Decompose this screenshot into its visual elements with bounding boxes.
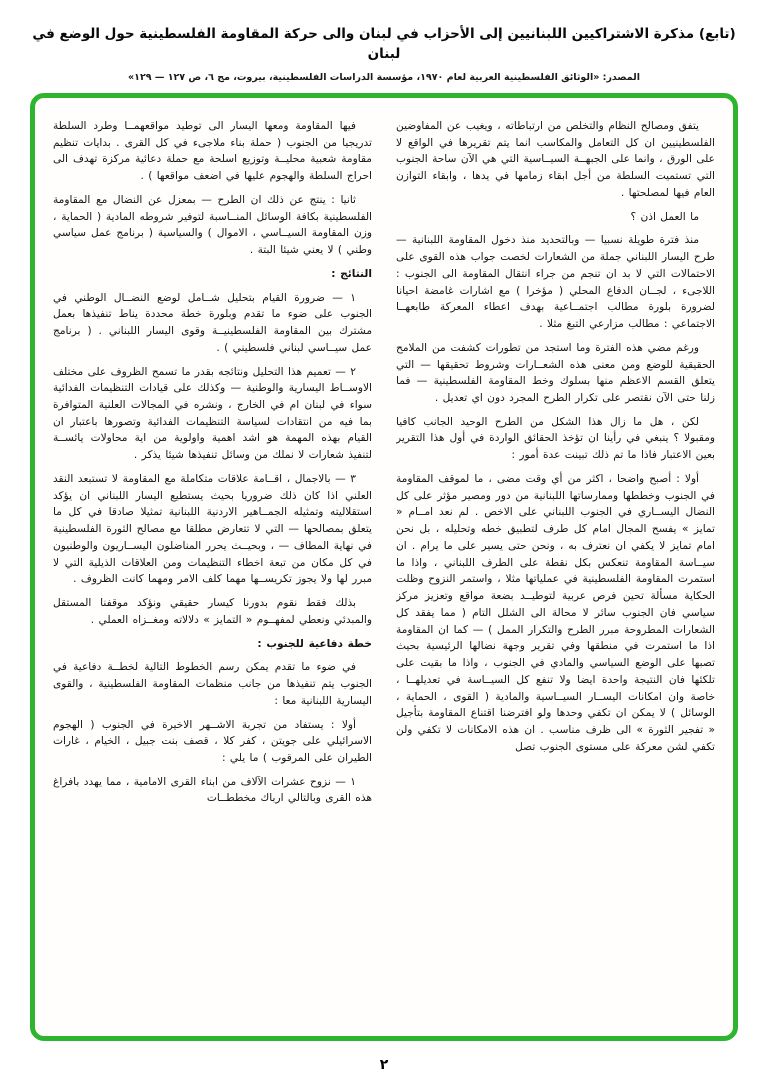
paragraph: في ضوء ما تقدم يمكن رسم الخطوط التالية لخطــة دفاعية في الجنوب يتم تنفيذها من جانب منظمات المقاومة الفلسطينية ، والقوى اليسارية اللبنانية معا : (53, 661, 372, 707)
paragraph: يتفق ومصالح النظام والتخلص من ارتباطاته ، ويغيب عن المفاوضين الفلسطينيين ان كل التعامل والمكاسب انما يتم تقريرها في الواقع لا على الورق ، وانما على الجبهــة السيــاسية التي هي الآن ساحة الجنوب التي تستميت السلطة من أجل ابقاء زمامها في يدها ، وابقاء التوازن العام فيها لمصلحتها . (396, 120, 715, 199)
paragraph: بذلك فقط نقوم بدورنا كيسار حقيقي ونؤكد موقفنا المستقل والمبدئي ونعطي لمفهــوم « التمايز » دلالاته ومغــزاه العملي . (53, 597, 372, 626)
text-column-left (53, 118, 372, 1022)
paragraph: ١ — ضرورة القيام بتحليل شــامل لوضع النضــال الوطني في الجنوب على ضوء ما تقدم وبلورة خطة محددة يناط تنفيذها بعمل مشترك بين المقاومة الفلسطينيــة وقوى اليسار اللبناني . ( برنامج عمل سيــاسي لبناني فلسطيني ) . (53, 291, 372, 354)
paragraph: أولا : يستفاد من تجربة الاشــهر الاخيرة في الجنوب ( الهجوم الاسرائيلي على جويتن ، كفر كلا ، قصف بنت جبيل ، الخيام ، غارات الطيران على المرقوب ) ما يلي : (53, 718, 372, 764)
section-heading: النتائج : (331, 267, 372, 280)
paragraph: لكن ، هل ما زال هذا الشكل من الطرح الوحيد الجانب كافيا ومقبولا ؟ ينبغي في رأينا ان تؤخذ الحقائق الواردة في أول هذا التقرير بعين الاعتبار فاذا ما تم ذلك تبينت عدة أمور : (396, 415, 715, 462)
paragraph: ورغم مضي هذه الفترة وما استجد من تطورات كشفت من الملامح الحقيقية للوضع ومن معنى هذه الشعــارات وشروط تحقيقها — التي يتعلق القسم الاعظم منها بسلوك وخط المقاومة الفلسطينية — فما زلنا حتى الآن نقتصر على تكرار الطرح المجرد دون اي تعديل . (396, 341, 715, 405)
paragraph: ١ — نزوح عشرات الآلاف من ابناء القرى الامامية ، مما يهدد بافراغ هذه القرى وبالتالي ارباك مخططــات (53, 775, 372, 805)
section-heading: خطة دفاعية للجنوب : (257, 637, 372, 650)
paragraph: أولا : أصبح واضحا ، اكثر من أي وقت مضى ، ما لموقف المقاومة في الجنوب وخططها وممارساتها اللبنانية من دور ومصير مؤثر على كل النضال اليســاري في الجنوب اللبناني على الاخص . لم نعد امــام « تمايز » يفسح المجال امام كل طرف لتطبيق خطه وتحليله ، بل نحن امام تمايز لا يكفي ان نعترف به ، ونحن حتى يسير على ما يرام . ان سيــاسة المقاومة تنعكس بكل نقطة على الطرف اللبناني ، واذا ما استمرت المقاومة الفلسطينية في عملياتها مثلا ، واستمر النزوح وظلت الحكاية مسألة تحين فرص عربية لتوطيــد بضعة مواقع وتعزيز مركز سياسي فان الجنوب سائر لا محالة الى الشلل التام ( مما يفقد كل الشعارات المطروحة مبرر الطرح والتكرار الممل ) — كما ان المقاومة اذا ما استمرت في منطقها وفي تقرير وجهة نضالها الرئيسية بحيث تصبها على الوضع السياسي والمادي في الجنوب ، واذا ما بقيت على تلكئها فان النتيجة واحدة ايضا ولا تنفع كل السيــاسة في تعديلهــا ، خاصة وان امكانات اليســار السيــاسية والمادية ( القوى ، الحماية ، الوسائل ) لا يمكن ان تكفي وحدها ولو افترضنا اقتناع المقاومة بتأجيل « تفجير الثورة » الى ظرف مناسب . ان هذه الامكانات لا تكفي ولن تكفي لشن معركة على مستوى الجنوب تصل (396, 472, 715, 753)
paragraph: ٢ — تعميم هذا التحليل ونتائجه بقدر ما تسمح الظروف على مختلف الاوســاط اليسارية والوطنية — وكذلك على قيادات التنظيمات الفدائية سواء في لبنان ام في الخارج ، ونشره في المجالات العلنية المتوافرة بما فيه من انتقادات لسياسة التنظيمات الفدائية وتصورها باعتبار ان القيام بهذه المهمة هو اشد اهمية واولوية من اية محاولات يائســة لتنفيذ شعارات لا نملك من وسائل تنفيذها شيئا يذكر . (53, 365, 372, 462)
paragraph: ٣ — بالاجمال ، اقــامة علاقات متكاملة مع المقاومة لا تستبعد النقد العلني اذا كان ذلك ضروريا بحيث يستطيع اليسار اللبناني ان يؤكد استقلاليته وتمثيله الجمــاهير الاردنية اللبنانية تمثيلا صادقا في كل ما يتعلق بمصالحها — التي لا تتعارض مطلقا مع مصالح الثورة الفلسطينية في نهاية المطاف — ، وبحيــث يحرر المناضلون اليســاريون والوطنيون في كل مكان من تبعة اخطاء التنظيمات ومن العلاقات الذيلية التي لا مبرر لها ولا يجوز تكريســها مهما كلف الامر ومهما كانت الظروف . (53, 472, 372, 586)
two-column-text-block (53, 118, 715, 1022)
green-border-frame (30, 93, 738, 1041)
text-column-right (396, 118, 715, 1022)
document-title: (تابع) مذكرة الاشتراكيين اللبنانيين إلى الأحزاب في لبنان والى حركة المقاومة الفلسطينية حول الوضع في لبنان (32, 26, 736, 63)
paragraph: ما العمل اذن ؟ (630, 210, 699, 223)
paragraph: ثانيا : ينتج عن ذلك ان الطرح — بمعزل عن النضال مع المقاومة الفلسطينية بكافة الوسائل المنــاسبة لتوفير شروطه المادية ( الحماية ، وزن المقاومة السيــاسي ، الاموال ) والسياسية ( برنامج عمل سياسي وطني ) لا يعني شيئا البتة . (53, 193, 372, 257)
paragraph: فيها المقاومة ومعها اليسار الى توطيد مواقعهمــا وطرد السلطة تدريجيا من الجنوب ( حملة بناء ملاجىء في كل القرى . بدايات تنظيم مقاومة شعبية محليــة وتوزيع اسلحة مع حملة دعائية مركزة تهدف الى احراج السلطة والهجوم عليها في اضعف مواقعها ) . (53, 120, 372, 183)
paragraph: منذ فترة طويلة نسبيا — وبالتحديد منذ دخول المقاومة اللبنانية — طرح اليسار اللبناني جملة من الشعارات لخصت جواب هذه القوى على الاحتمالات التي لا بد ان تنجم من جراء انتقال المقاومة الى الجنوب : اللاجىء ، لجــان الدفاع المحلي ( مؤخرا ) مع اشارات غامضة احيانا لضرورة بلورة مطالب اجتمــاعية بهدف اعطاء المعركة طابعهــا الاجتماعي : مطالب مزارعي التبغ مثلا . (396, 234, 715, 331)
document-header (20, 24, 748, 83)
document-source: المصدر: «الوثائق الفلسطينية العربية لعام ١٩٧٠، مؤسسة الدراسات الفلسطينية، بيروت، مج ٦، ص ١٢٧ — ١٢٩» (128, 71, 640, 83)
page-number: ٢ (379, 1057, 389, 1073)
